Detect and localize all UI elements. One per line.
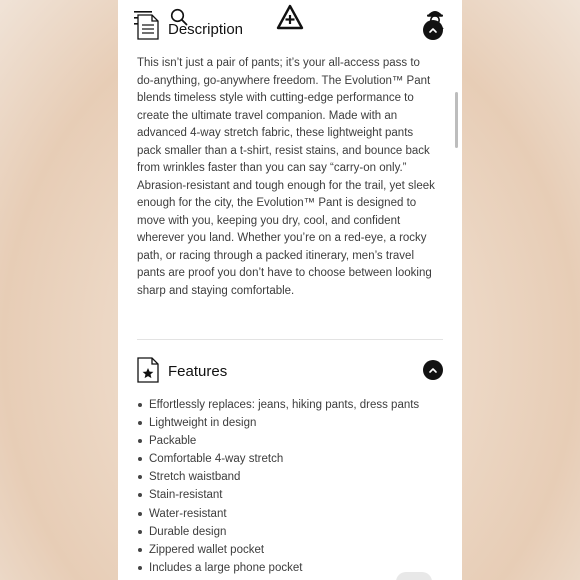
features-section-header[interactable] [118, 355, 462, 389]
list-item: Water-resistant [149, 505, 419, 523]
document-lines-icon [137, 14, 159, 40]
description-title: Description [168, 21, 244, 38]
list-item: Durable design [149, 523, 419, 541]
chevron-up-icon [428, 366, 438, 374]
features-title: Features [168, 363, 228, 380]
list-item: Lightweight in design [149, 414, 419, 432]
floating-button-peek[interactable] [396, 572, 432, 580]
description-section-header[interactable] [118, 12, 462, 46]
section-divider [137, 339, 443, 340]
list-item: Comfortable 4-way stretch [149, 450, 419, 468]
description-collapse-button[interactable] [423, 20, 443, 40]
description-text: This isn’t just a pair of pants; it’s your all-access pass to do-anything, go-anywhere freedom. The Evolution™ Pant blends timeless style with cutting-edge performance to create the ultimate travel companion. Made with an advanced 4-way stretch fabric, these lightweight pants pack smaller than a t-shirt, resist stains, and bounce back from wrinkles faster than you can say “carry-on only.” Abrasion-resistant and tough enough for the trail, yet sleek enough for the city, the Evolution™ Pant is designed to move with you, keeping you dry, cool, and confident wherever you land. Whether you’re on a red-eye, a rocky path, or racing through a packed itinerary, men’s travel pants are proof you don’t have to choose between looking sharp and staying comfortable. [137, 57, 435, 297]
document-star-icon [137, 357, 159, 383]
list-item: Effortlessly replaces: jeans, hiking pants, dress pants [149, 396, 419, 414]
list-item: Stretch waistband [149, 468, 419, 486]
chevron-up-icon [428, 26, 438, 34]
list-item: Stain-resistant [149, 486, 419, 504]
phone-screen [118, 0, 462, 580]
list-item: Zippered wallet pocket [149, 541, 419, 559]
list-item: Packable [149, 432, 419, 450]
scrollbar-thumb[interactable] [455, 92, 458, 148]
features-collapse-button[interactable] [423, 360, 443, 380]
features-list [137, 396, 419, 577]
list-item: Includes a large phone pocket [149, 559, 419, 577]
